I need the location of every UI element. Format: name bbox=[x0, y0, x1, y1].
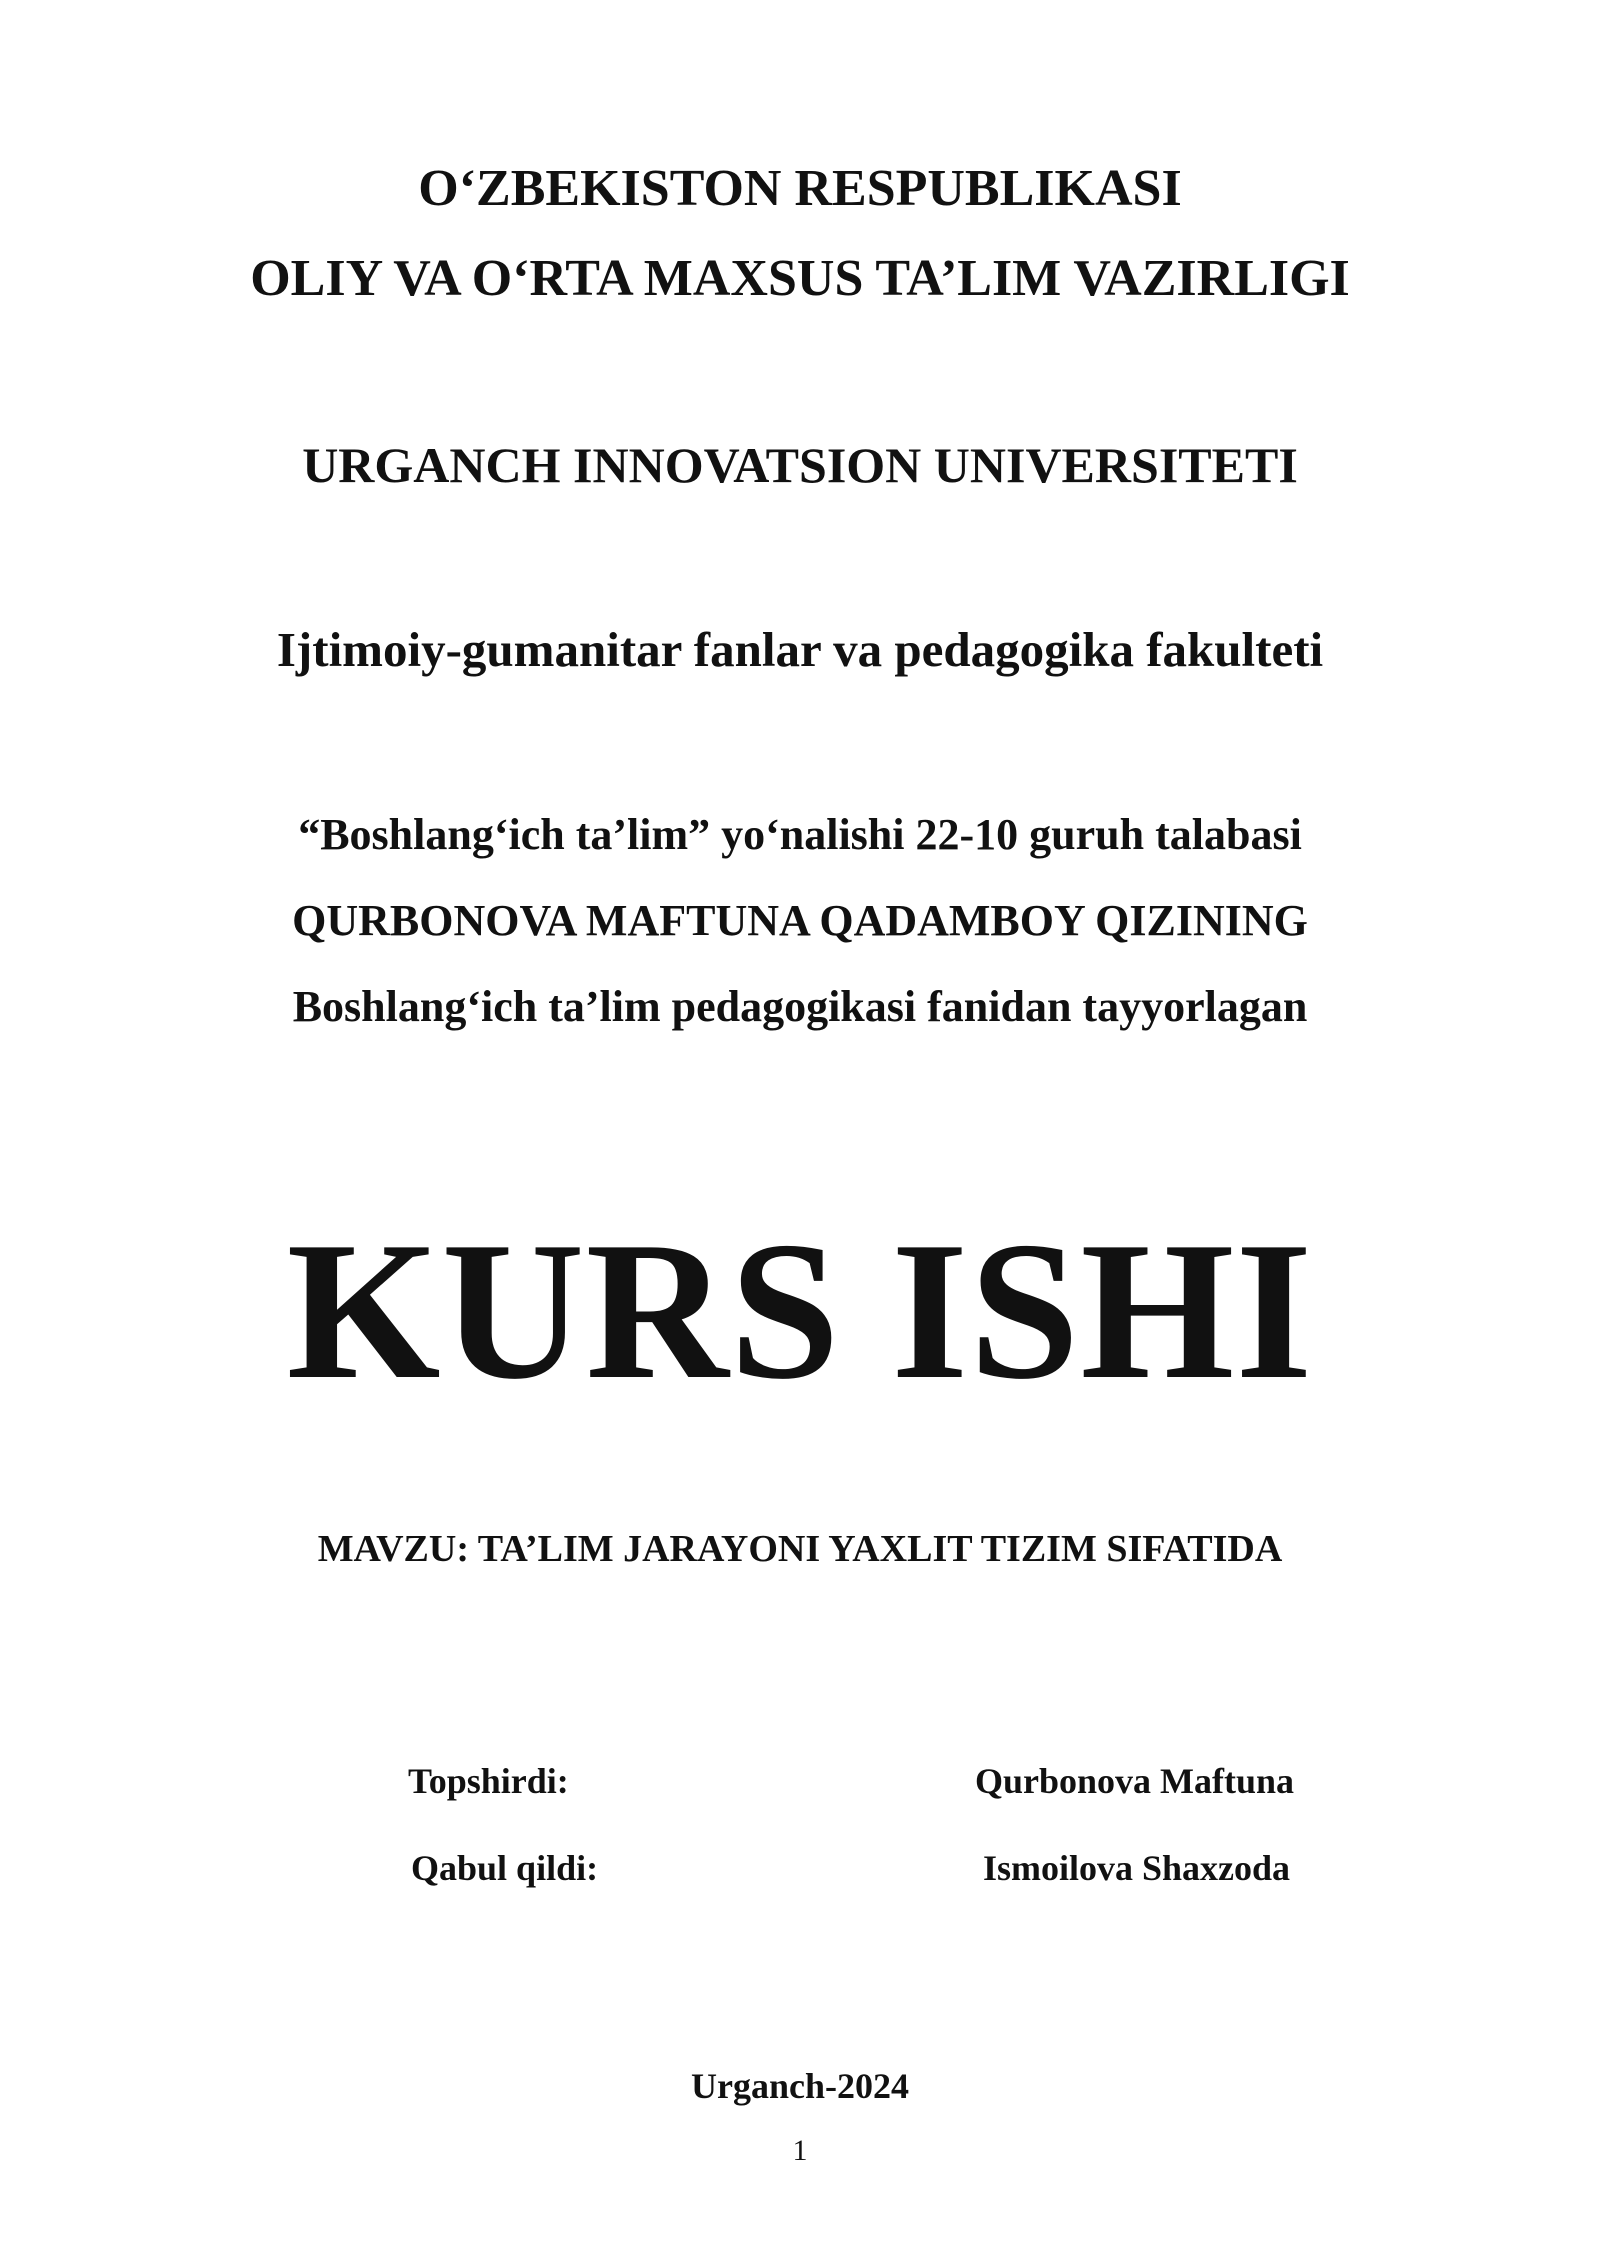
city-year: Urganch-2024 bbox=[691, 2066, 909, 2106]
submitted-label: Topshirdi: bbox=[408, 1761, 569, 1801]
accepted-name: Ismoilova Shaxzoda bbox=[983, 1848, 1291, 1888]
student-direction-line: “Boshlang‘ich ta’lim” yo‘nalishi 22-10 guruh talabasi bbox=[298, 810, 1302, 859]
faculty-name: Ijtimoiy-gumanitar fanlar va pedagogika fakulteti bbox=[276, 622, 1324, 677]
student-full-name: QURBONOVA MAFTUNA QADAMBOY QIZINING bbox=[292, 896, 1308, 945]
republic-title: O‘ZBEKISTON RESPUBLIKASI bbox=[418, 160, 1182, 217]
ministry-title: OLIY VA O‘RTA MAXSUS TA’LIM VAZIRLIGI bbox=[250, 250, 1350, 307]
topic-line: MAVZU: TA’LIM JARAYONI YAXLIT TIZIM SIFATIDA bbox=[317, 1528, 1283, 1570]
page-number: 1 bbox=[792, 2134, 808, 2167]
accepted-label: Qabul qildi: bbox=[411, 1848, 599, 1888]
submitted-name: Qurbonova Maftuna bbox=[975, 1761, 1295, 1801]
university-name: URGANCH INNOVATSION UNIVERSITETI bbox=[302, 437, 1298, 493]
document-type-title: KURS ISHI bbox=[286, 1201, 1314, 1420]
subject-line: Boshlang‘ich ta’lim pedagogikasi fanidan tayyorlagan bbox=[292, 982, 1308, 1031]
